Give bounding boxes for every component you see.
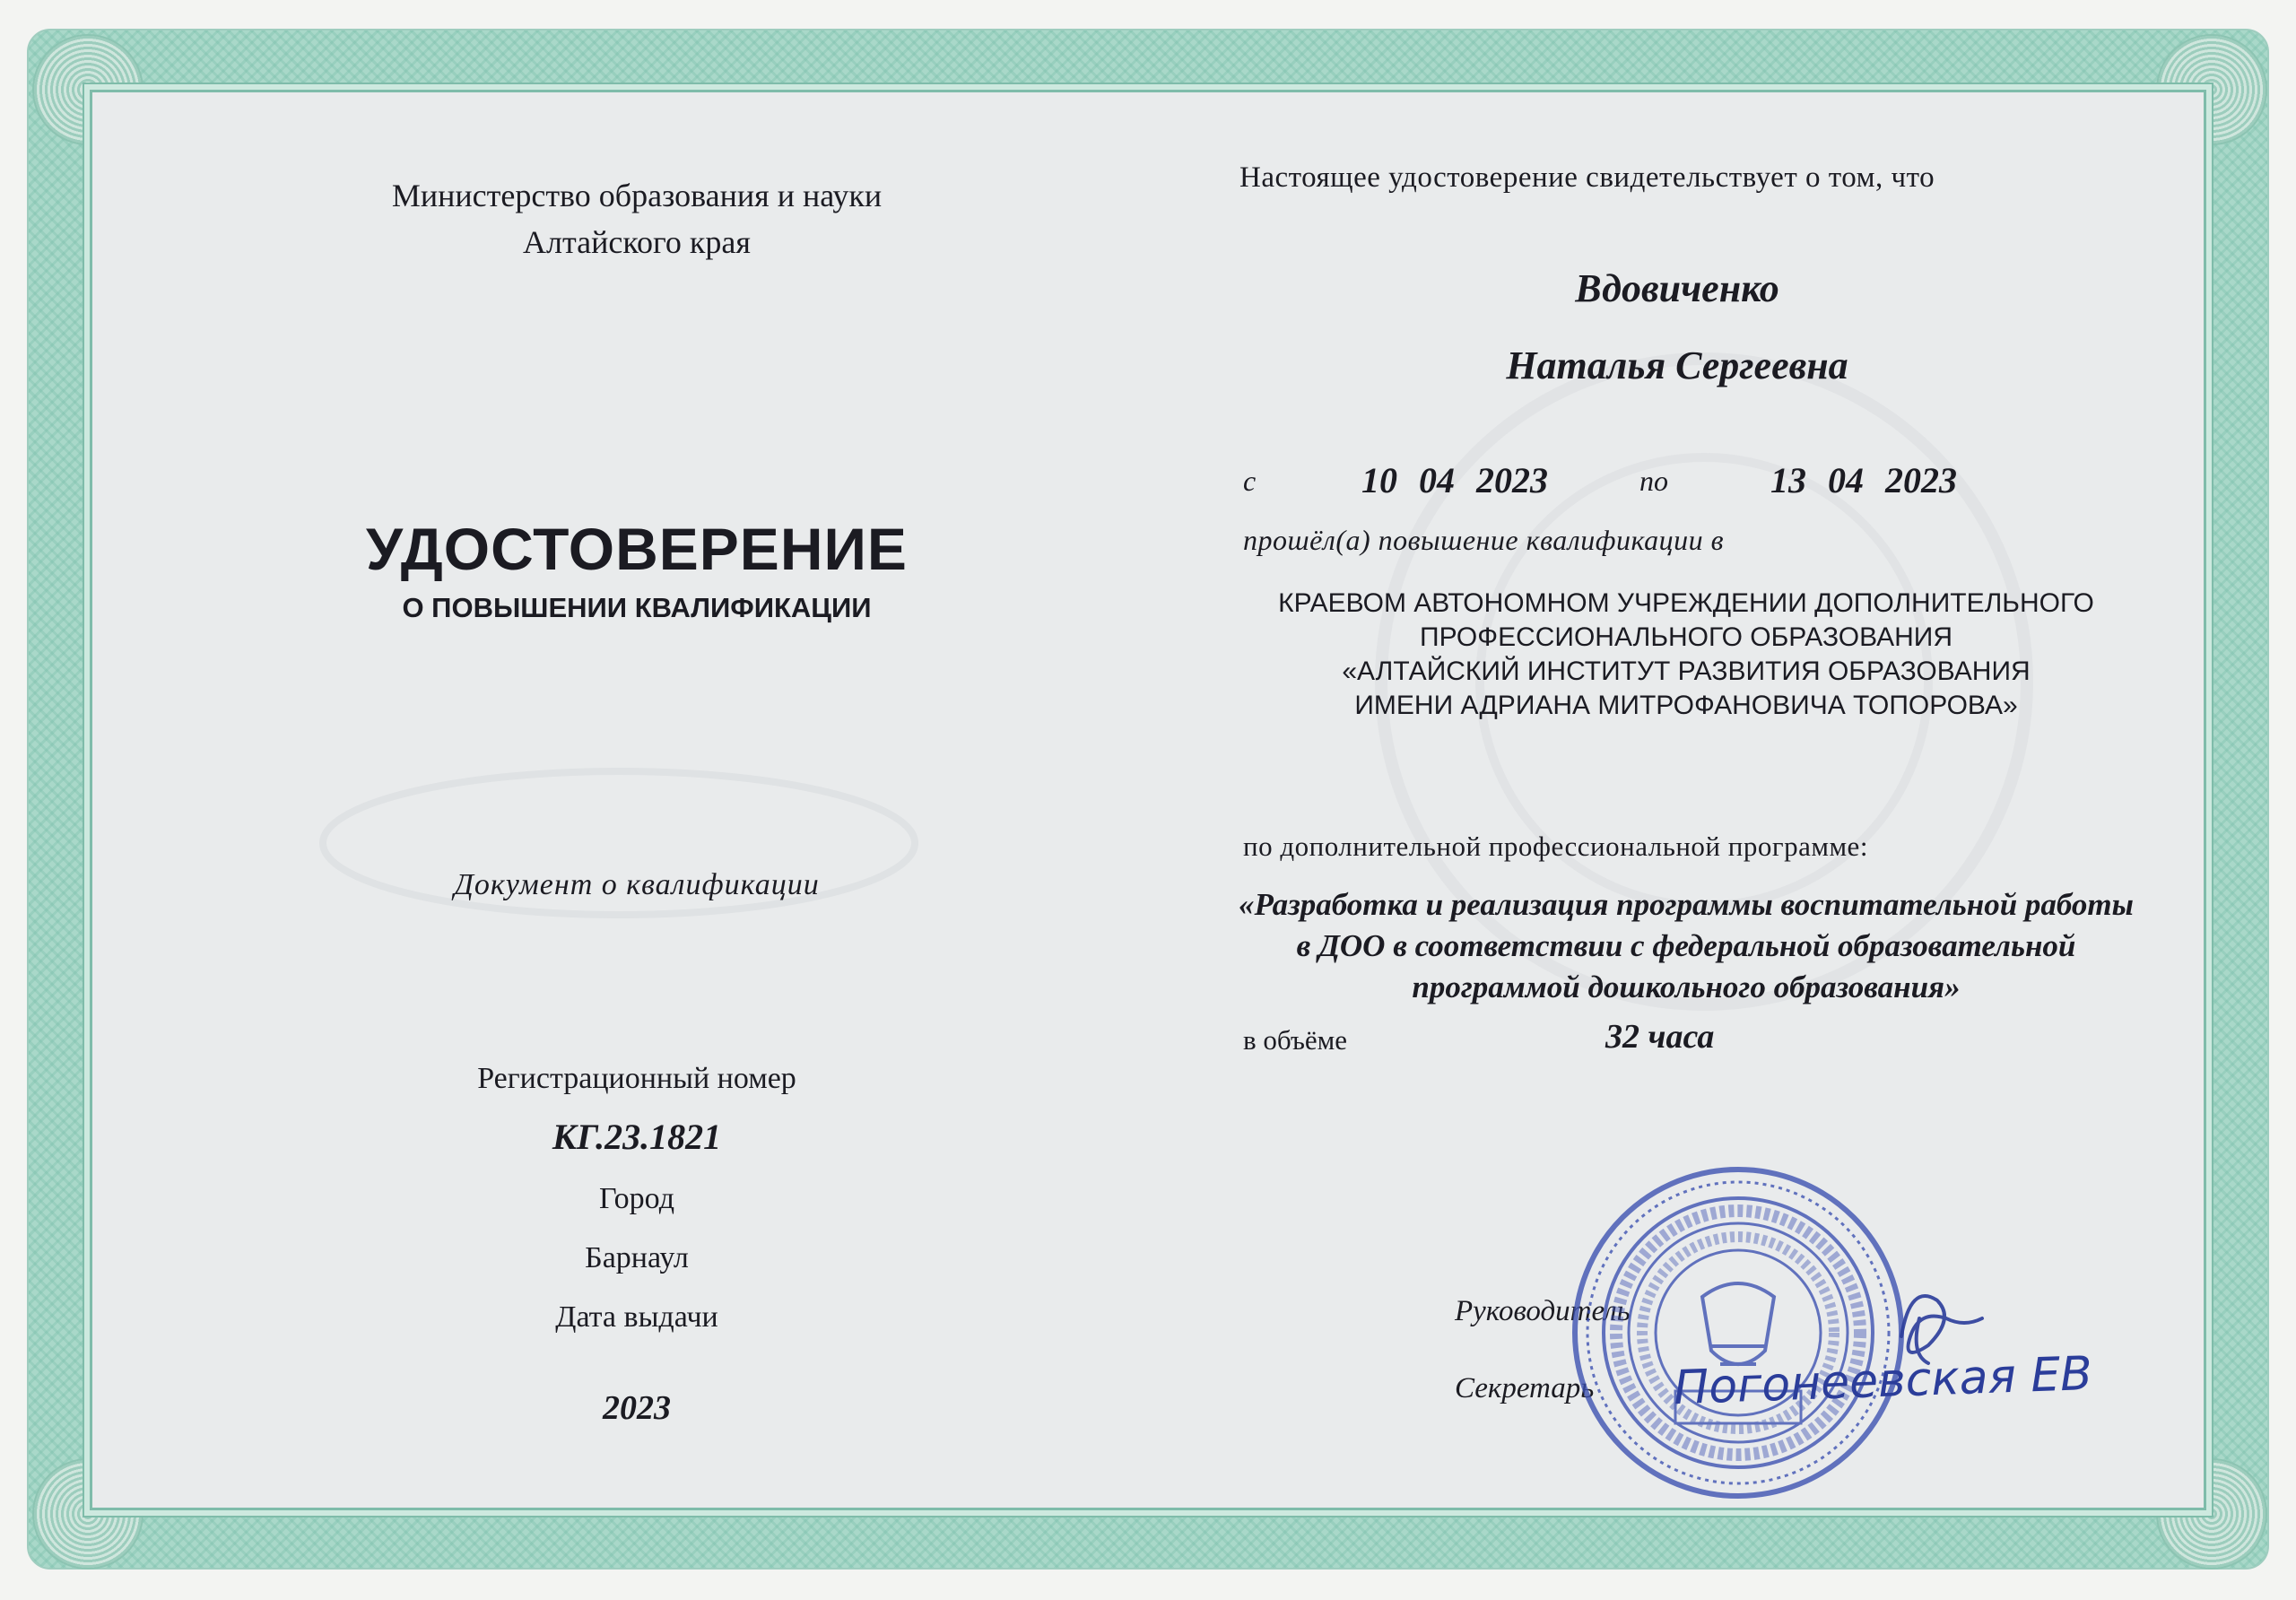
issue-year: 2023 <box>603 1389 671 1427</box>
institution-name: КРАЕВОМ АВТОНОМНОМ УЧРЕЖДЕНИИ ДОПОЛНИТЕЛЬНОГО ПРОФЕССИОНАЛЬНОГО ОБРАЗОВАНИЯ «АЛТАЙСКИЙ ИНСТИТУТ РАЗВИТИЯ ОБРАЗОВАНИЯ ИМЕНИ АДРИАНА МИТРОФАНОВИЧА ТОПОРОВА» <box>1278 588 2094 720</box>
city-value: Барнаул <box>585 1241 689 1274</box>
document-type: Документ о квалификации <box>454 868 820 901</box>
date-from: 10 04 2023 <box>1361 460 1548 500</box>
head-label: Руководитель <box>1455 1295 1631 1327</box>
from-label: с <box>1243 465 1257 497</box>
program-label: по дополнительной профессиональной программе: <box>1243 830 1868 862</box>
registration-number: КГ.23.1821 <box>552 1117 722 1157</box>
secretary-label: Секретарь <box>1455 1372 1595 1404</box>
volume-label: в объёме <box>1243 1024 1348 1056</box>
holder-given-names: Наталья Сергеевна <box>1506 343 1848 387</box>
city-label: Город <box>599 1182 674 1215</box>
registration-label: Регистрационный номер <box>477 1062 796 1095</box>
secretary-signature: Погонеевская ЕВ <box>1673 1346 2093 1416</box>
issue-date-label: Дата выдачи <box>555 1300 718 1334</box>
document-title: УДОСТОВЕРЕНИЕ <box>366 516 908 582</box>
certificate-intro: Настоящее удостоверение свидетельствует о том, что <box>1239 161 1935 194</box>
ministry-name: Министерство образования и науки Алтайского края <box>391 178 883 260</box>
passed-training-line: прошёл(а) повышение квалификации в <box>1243 524 1724 556</box>
date-to: 13 04 2023 <box>1770 460 1957 500</box>
holder-surname: Вдовиченко <box>1575 266 1779 310</box>
document-subtitle: О ПОВЫШЕНИИ КВАЛИФИКАЦИИ <box>402 592 872 623</box>
to-label: по <box>1639 465 1668 497</box>
program-title: «Разработка и реализация программы воспитательной работы в ДОО в соответствии с федеральной образовательной программой дошкольного образования» <box>1239 887 2134 1004</box>
volume-value: 32 часа <box>1605 1018 1715 1056</box>
